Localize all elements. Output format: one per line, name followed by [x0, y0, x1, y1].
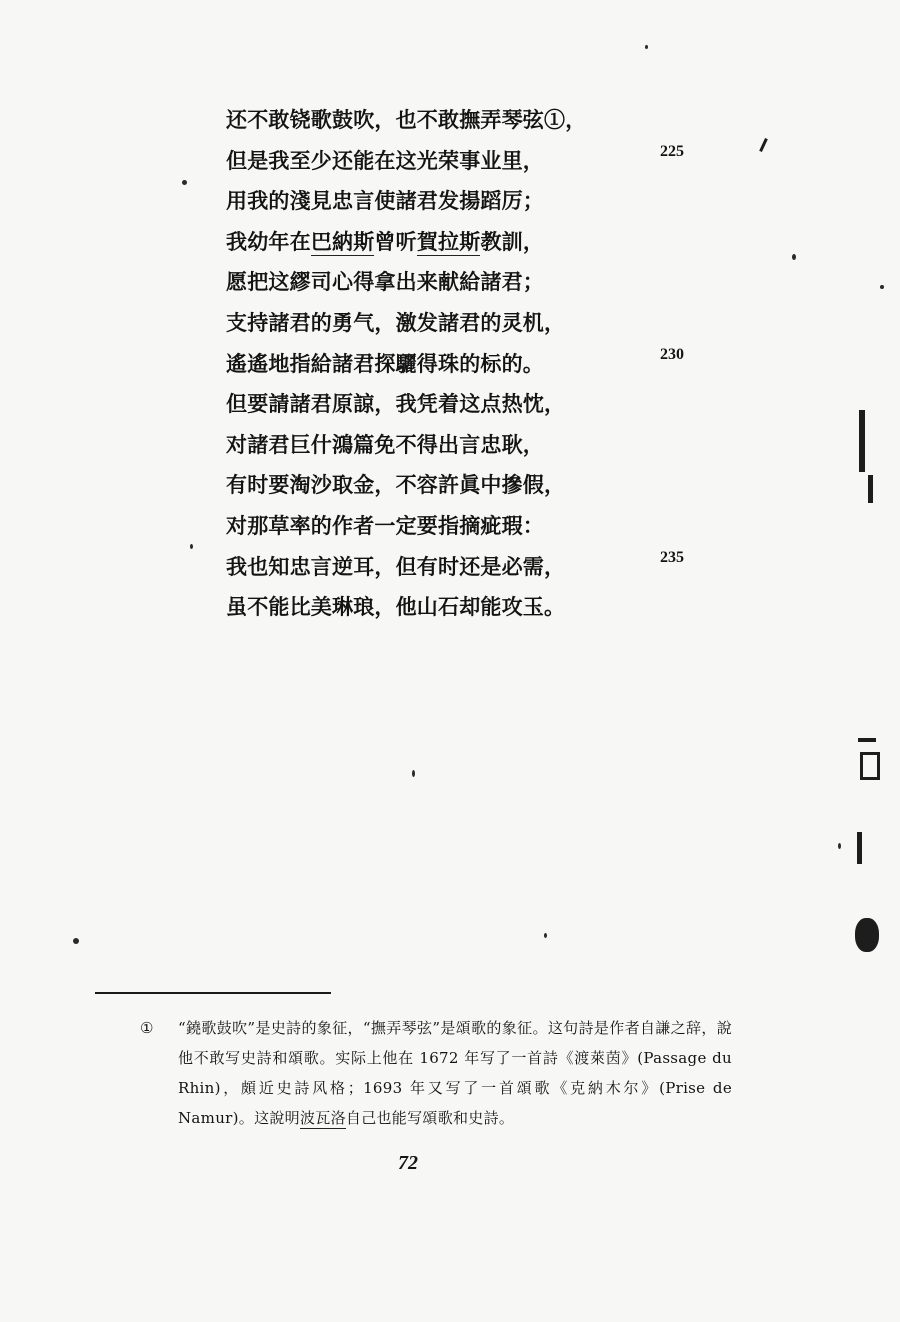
poem-line: 遙遙地指給諸君探驪得珠的标的。 [226, 350, 544, 376]
poem-line: 有时要淘沙取金，不容許眞中摻假， [226, 472, 566, 498]
poem-line: 对那草率的作者一定要指摘疵瑕： [226, 512, 544, 538]
scan-speck [838, 843, 841, 849]
person-name-underlined: 賀拉斯 [416, 228, 481, 254]
footnote-divider [95, 992, 331, 994]
scan-mark [868, 475, 873, 503]
poem-line: 用我的淺見忠言使諸君发揚蹈厉； [226, 188, 544, 214]
scan-mark [759, 138, 768, 152]
text-segment: 曾听 [374, 228, 417, 254]
line-number: 230 [660, 346, 684, 363]
poem-line: 虽不能比美琳琅，他山石却能攻玉。 [226, 594, 566, 620]
poem-line: 愿把这繆司心得拿出来献給諸君； [226, 269, 544, 295]
footnote-text [178, 1013, 732, 1133]
scan-speck [880, 285, 884, 289]
scan-speck [412, 770, 415, 777]
scan-speck [190, 544, 193, 549]
poem-line: 但要請諸君原諒，我凭着这点热忱， [226, 391, 566, 417]
scan-speck [792, 254, 796, 260]
scan-speck [645, 45, 648, 49]
scan-speck [544, 933, 547, 938]
footnote-text-part: 自己也能写頌歌和史詩。 [345, 1109, 515, 1127]
scan-mark [855, 918, 879, 952]
scan-mark [859, 410, 865, 472]
poem-line: 还不敢铙歌鼓吹，也不敢撫弄琴弦①， [226, 107, 587, 132]
text-segment: 教訓， [480, 228, 545, 254]
line-number: 225 [660, 143, 684, 160]
poem-line: 支持諸君的勇气，激发諸君的灵机， [226, 309, 566, 335]
poem-block [226, 100, 626, 628]
place-name-underlined: 巴納斯 [310, 228, 375, 254]
page-number: 72 [398, 1152, 418, 1174]
footnote-text-part: “鐃歌鼓吹”是史詩的象征，“撫弄琴弦”是頌歌的象征。这句詩是作者自謙之辞，說他不敢写史詩和頌歌。实际上他在 1672 年写了一首詩《渡萊茵》(Passage du Rhin)，頗近史詩风格；1693 年又写了一首頌歌《克納木尔》(Prise de Namur)。这說明 [178, 1019, 732, 1127]
poem-line: 我也知忠言逆耳，但有时还是必需， [226, 553, 566, 579]
footnote [142, 1013, 732, 1133]
line-number: 235 [660, 549, 684, 566]
footnote-marker: ① [140, 1019, 154, 1037]
scan-speck [182, 180, 187, 185]
scan-mark [857, 832, 862, 864]
poem-line: 对諸君巨什鴻篇免不得出言忠耿， [226, 431, 544, 457]
scan-speck [73, 938, 79, 944]
poem-line: 但是我至少还能在这光荣事业里， [226, 147, 544, 173]
author-name-underlined: 波瓦洛 [299, 1109, 346, 1127]
scan-mark [860, 752, 880, 780]
poem-line-with-names [226, 222, 626, 263]
text-segment: 我幼年在 [226, 228, 311, 254]
scan-mark [858, 738, 876, 742]
